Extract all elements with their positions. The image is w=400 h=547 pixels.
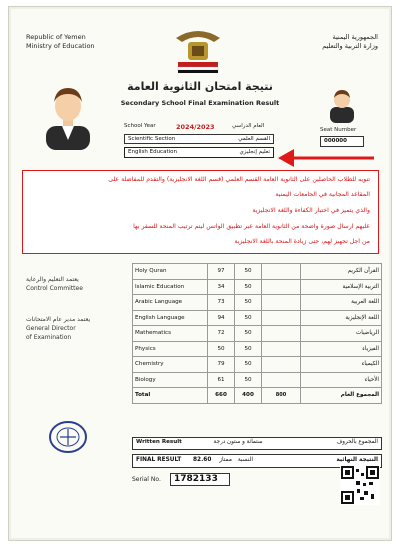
subject-score: 72 (208, 326, 235, 342)
notice-line-3: والذي يتميز في اختبار الكفاءة واللغة الانجليزية (252, 207, 370, 214)
subject-score: 97 (208, 264, 235, 280)
total-score: 660 (208, 388, 235, 404)
total-max: 400 (235, 388, 262, 404)
section-field (124, 134, 274, 144)
seat-number-value: 000000 (320, 136, 364, 147)
written-result-row (132, 437, 382, 450)
table-row (133, 357, 382, 373)
subject-max: 50 (235, 357, 262, 373)
subject-score: 94 (208, 310, 235, 326)
table-row (133, 295, 382, 311)
official-stamp-icon (48, 420, 88, 454)
subject-en: Biology (133, 372, 208, 388)
school-year-value: 2024/2023 (176, 123, 215, 131)
notice-line-5: من أجل تجهيز لهم، حتى زيادة المنحة باللغة الانجليزية (234, 238, 370, 245)
subject-words (262, 357, 301, 373)
country-name-ar: الجمهورية اليمنية (332, 33, 378, 41)
subject-ar: القرآن الكريم (301, 264, 382, 280)
sig-note-2: Control Committee (26, 285, 83, 292)
subject-score: 79 (208, 357, 235, 373)
left-signatures (26, 275, 126, 342)
final-result-value: 82.60 (193, 457, 212, 463)
sig-note-4: General Director (26, 325, 76, 332)
table-row (133, 341, 382, 357)
subject-ar: اللغة الإنجليزية (301, 310, 382, 326)
notice-line-2: المقاعد المجانية في الجامعات اليمنية (275, 191, 370, 198)
title-arabic: نتيجة امتحان الثانوية العامة (127, 80, 273, 93)
serial-value: 1782133 (170, 473, 230, 486)
school-year-label-ar: العام الدراسي (232, 123, 265, 129)
subject-ar: الأحياء (301, 372, 382, 388)
final-result-percent-label: النسبة (237, 457, 253, 463)
total-en: Total (133, 388, 208, 404)
table-row (133, 326, 382, 342)
seat-number-label: Seat Number (320, 127, 357, 133)
subject-words (262, 372, 301, 388)
track-value: English Education (128, 149, 177, 155)
red-arrow-icon (276, 148, 376, 168)
track-label-ar: تعليم إنجليزي (239, 149, 270, 155)
final-result-grade: ممتاز (219, 457, 232, 463)
track-field (124, 147, 274, 158)
table-row (133, 310, 382, 326)
section-label-ar: القسم العلمي (238, 136, 270, 142)
sig-note-5: of Examination (26, 334, 72, 341)
subject-en: Islamic Education (133, 279, 208, 295)
written-result-value: ستمائة و ستون درجة (213, 439, 263, 445)
subject-words (262, 279, 301, 295)
ministry-name-ar: وزارة التربية والتعليم (322, 42, 378, 50)
subject-words (262, 264, 301, 280)
notice-box (22, 170, 379, 254)
final-result-label-ar: النتيجة النهائية (336, 457, 378, 463)
subject-en: Chemistry (133, 357, 208, 373)
table-row (133, 279, 382, 295)
ministry-name-en: Ministry of Education (26, 42, 95, 50)
student-photo-small-icon (322, 85, 362, 125)
subject-score: 73 (208, 295, 235, 311)
final-result-label: FINAL RESULT (136, 457, 182, 463)
subject-words (262, 295, 301, 311)
serial-label: Serial No. (132, 476, 161, 483)
subject-ar: اللغة العربية (301, 295, 382, 311)
school-year-label: School Year (124, 123, 156, 129)
subject-ar: الكيمياء (301, 357, 382, 373)
subject-max: 50 (235, 326, 262, 342)
subject-max: 50 (235, 264, 262, 280)
subject-max: 50 (235, 372, 262, 388)
subject-max: 50 (235, 295, 262, 311)
subject-en: Holy Quran (133, 264, 208, 280)
subject-score: 34 (208, 279, 235, 295)
student-avatar-icon (40, 80, 96, 150)
written-result-label: Written Result (136, 439, 182, 445)
title-english: Secondary School Final Examination Result (120, 99, 280, 107)
total-ar: المجموع العام (301, 388, 382, 404)
subject-score: 61 (208, 372, 235, 388)
table-row (133, 372, 382, 388)
written-result-label-ar: المجموع بالحروف (336, 439, 378, 445)
subject-en: English Language (133, 310, 208, 326)
country-name-en: Republic of Yemen (26, 33, 86, 41)
header-left (26, 33, 95, 51)
subject-ar: التربية الإسلامية (301, 279, 382, 295)
table-row (133, 264, 382, 280)
yemen-emblem-icon (170, 26, 226, 74)
subject-max: 50 (235, 341, 262, 357)
subject-en: Mathematics (133, 326, 208, 342)
subject-max: 50 (235, 310, 262, 326)
subject-en: Arabic Language (133, 295, 208, 311)
subject-ar: الفيزياء (301, 341, 382, 357)
subject-en: Physics (133, 341, 208, 357)
table-row-total (133, 388, 382, 404)
notice-line-1: تنويه للطلاب الحاصلين على الثانوية العامة القسم العلمي (قسم اللغة الانجليزية) والتقدم للمفاضلة على (108, 176, 370, 183)
subject-score: 50 (208, 341, 235, 357)
total-words: 800 (262, 388, 301, 404)
subject-words (262, 310, 301, 326)
subject-words (262, 341, 301, 357)
section-value: Scientific Section (128, 136, 176, 142)
notice-line-4: عليهم ارسال صورة واضحة من الثانوية العامة عبر تطبيق الواتس ليتم ترتيب المنحة للسفر بها (133, 223, 370, 230)
header-right (318, 33, 378, 51)
sig-note-3: يعتمد مدير عام الامتحانات (26, 316, 91, 323)
subject-words (262, 326, 301, 342)
qr-code-icon (340, 465, 380, 505)
grades-table (132, 263, 382, 404)
subject-ar: الرياضيات (301, 326, 382, 342)
subject-max: 50 (235, 279, 262, 295)
sig-note-1: يعتمد التعليم والرعاية (26, 276, 79, 283)
